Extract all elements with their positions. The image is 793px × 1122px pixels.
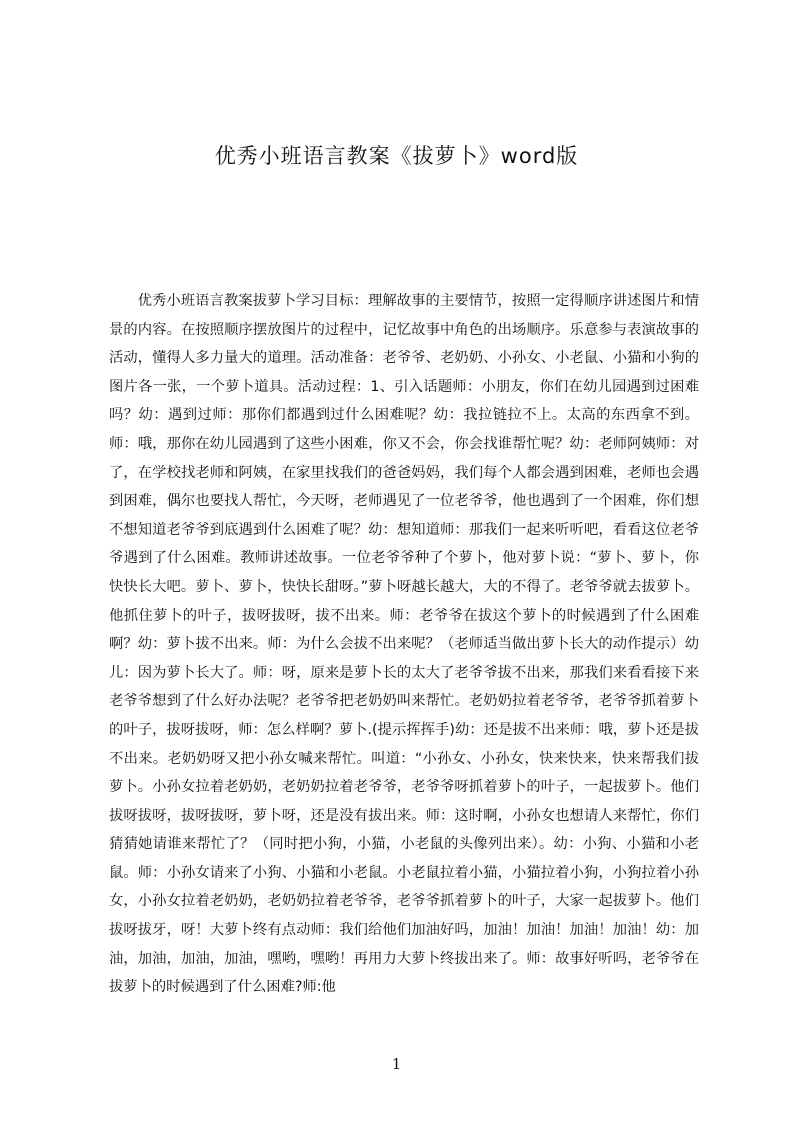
page-number: 1 — [391, 1055, 402, 1073]
document-title: 优秀小班语言教案《拔萝卜》word版 — [214, 144, 579, 168]
document-body — [109, 287, 699, 1002]
body-paragraph: 优秀小班语言教案拔萝卜学习目标：理解故事的主要情节，按照一定得顺序讲述图片和情景的内容。在按照顺序摆放图片的过程中，记忆故事中角色的出场顺序。乐意参与表演故事的活动，懂得人多力量大的道理。活动准备：老爷爷、老奶奶、小孙女、小老鼠、小猫和小狗的图片各一张，一个萝卜道具。活动过程：1、引入话题师：小朋友，你们在幼儿园遇到过困难吗？幼：遇到过师：那你们都遇到过什么困难呢？幼：我拉链拉不上。太高的东西拿不到。师：哦，那你在幼儿园遇到了这些小困难，你又不会，你会找谁帮忙呢？幼：老师阿姨师：对了，在学校找老师和阿姨，在家里找我们的爸爸妈妈，我们每个人都会遇到困难，老师也会遇到困难，偶尔也要找人帮忙，今天呀，老师遇见了一位老爷爷，他也遇到了一个困难，你们想不想知道老爷爷到底遇到什么困难了呢？幼：想知道师：那我们一起来听听吧，看看这位老爷爷遇到了什么困难。教师讲述故事。一位老爷爷种了个萝卜，他对萝卜说：“萝卜、萝卜，你快快长大吧。萝卜、萝卜，快快长甜呀。”萝卜呀越长越大，大的不得了。老爷爷就去拔萝卜。他抓住萝卜的叶子，拔呀拔呀，拔不出来。师：老爷爷在拔这个萝卜的时候遇到了什么困难啊？幼：萝卜拔不出来。师：为什么会拔不出来呢？（老师适当做出萝卜长大的动作提示）幼儿：因为萝卜长大了。师：呀，原来是萝卜长的太大了老爷爷拔不出来，那我们来看看接下来老爷爷想到了什么好办法呢？老爷爷把老奶奶叫来帮忙。老奶奶拉着老爷爷，老爷爷抓着萝卜的叶子，拔呀拔呀，师：怎么样啊？萝卜.(提示挥挥手)幼：还是拔不出来师：哦，萝卜还是拔不出来。老奶奶呀又把小孙女喊来帮忙。叫道：“小孙女、小孙女，快来快来，快来帮我们拔萝卜。小孙女拉着老奶奶，老奶奶拉着老爷爷，老爷爷呀抓着萝卜的叶子，一起拔萝卜。他们拔呀拔呀，拔呀拔呀，萝卜呀，还是没有拔出来。师：这时啊，小孙女也想请人来帮忙，你们猜猜她请谁来帮忙了？（同时把小狗，小猫，小老鼠的头像列出来）。幼：小狗、小猫和小老鼠。师：小孙女请来了小狗、小猫和小老鼠。小老鼠拉着小猫，小猫拉着小狗，小狗拉着小孙女，小孙女拉着老奶奶，老奶奶拉着老爷爷，老爷爷抓着萝卜的叶子，大家一起拔萝卜。他们拔呀拔牙，呀！大萝卜终有点动师：我们给他们加油好吗，加油！加油！加油！加油！幼：加油，加油，加油，加油，嘿哟，嘿哟！再用力大萝卜终拔出来了。师：故事好听吗，老爷爷在拔萝卜的时候遇到了什么困难?师:他 — [109, 293, 699, 996]
